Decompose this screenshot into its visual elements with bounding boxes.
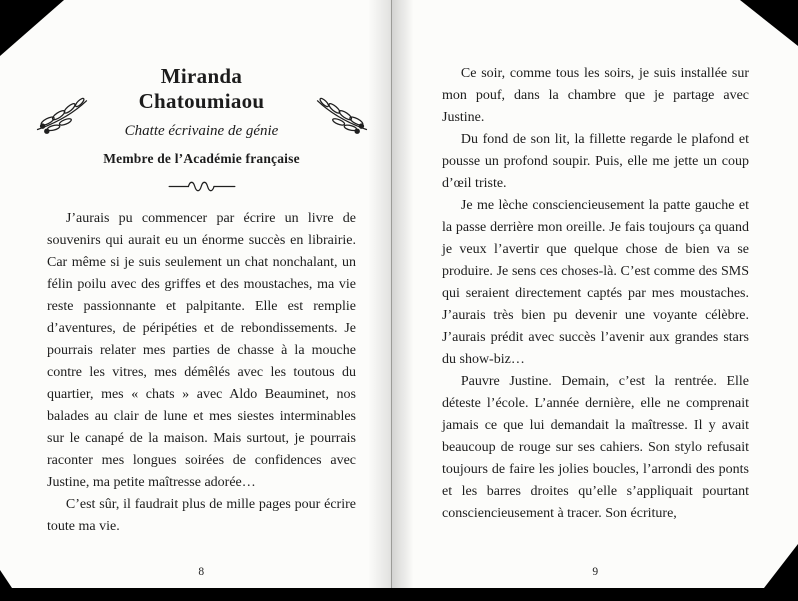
photo-corner-top-right bbox=[740, 0, 798, 46]
photo-corner-bottom-left bbox=[0, 570, 12, 588]
paragraph: Ce soir, comme tous les soirs, je suis installée sur mon pouf, dans la chambre que je partage avec Justine. bbox=[442, 66, 749, 125]
chapter-title: Miranda Chatoumiaou bbox=[138, 64, 265, 114]
page-gutter-line bbox=[391, 0, 392, 588]
page-number-right: 9 bbox=[592, 566, 599, 578]
chapter-heading-text bbox=[97, 64, 307, 167]
photo-corner-bottom-right bbox=[764, 544, 798, 588]
chapter-title-row bbox=[47, 64, 356, 167]
chapter-header bbox=[47, 0, 356, 193]
left-page-body bbox=[47, 208, 356, 538]
olive-branch-right-icon bbox=[315, 95, 369, 137]
chapter-subtitle: Chatte écrivaine de génie bbox=[124, 123, 279, 140]
olive-branch-left-icon bbox=[35, 95, 89, 137]
paragraph: J’aurais pu commencer par écrire un livre de souvenirs qui aurait eu un énorme succès en librairie. Car même si je suis seulement un chat nonchalant, un félin poilu avec des griffes et des moustaches, ma vie reste passionnante et palpitante. Elle est remplie d’aventures, de péripéties et de rebondissements. Je pourrais relater mes parties de chasse à la mouche contre les vitres, mes démêlés avec les toutous du quartier, mes « chats » avec Aldo Beauminet, nos balades au clair de lune et mes siestes interminables sur le canapé de la maison. Mais surtout, je pourrais raconter mes longues soirées de confidences avec Justine, ma petite maîtresse adorée… bbox=[47, 211, 356, 491]
left-page bbox=[47, 0, 356, 538]
paragraph: Je me lèche consciencieusement la patte gauche et la passe derrière mon oreille. Je fais toujours ça quand je veux l’avertir que quelque chose de bien va se produire. Je sens ces choses-là. C’est comme des SMS qui seraient directement captés par mes moustaches. J’aurais très bien pu devenir une voyante célèbre. J’aurais prédit avec succès l’avenir aux grandes stars du show-biz… bbox=[442, 198, 749, 367]
photo-bottom-edge bbox=[0, 588, 798, 601]
paragraph: Du fond de son lit, la fillette regarde le plafond et pousse un profond soupir. Puis, elle me jette un coup d’œil triste. bbox=[442, 132, 749, 191]
page-number-left: 8 bbox=[198, 566, 205, 578]
right-page bbox=[442, 0, 749, 525]
photo-corner-top-left bbox=[0, 0, 64, 56]
right-page-body bbox=[442, 0, 749, 525]
chapter-affiliation: Membre de l’Académie française bbox=[103, 151, 300, 167]
paragraph: C’est sûr, il faudrait plus de mille pages pour écrire toute ma vie. bbox=[47, 497, 356, 535]
squiggle-divider-icon bbox=[47, 180, 356, 193]
paragraph: Pauvre Justine. Demain, c’est la rentrée. Elle déteste l’école. L’année dernière, elle ne comprenait jamais ce que lui demandait la maîtresse. Il y avait beaucoup de rouge sur ses cahiers. Son stylo refusait toujours de faire les jolies boucles, l’arrondi des ponts et les barres droites qu’elle s’appliquait pourtant consciencieusement à tracer. Son écriture, bbox=[442, 374, 749, 521]
